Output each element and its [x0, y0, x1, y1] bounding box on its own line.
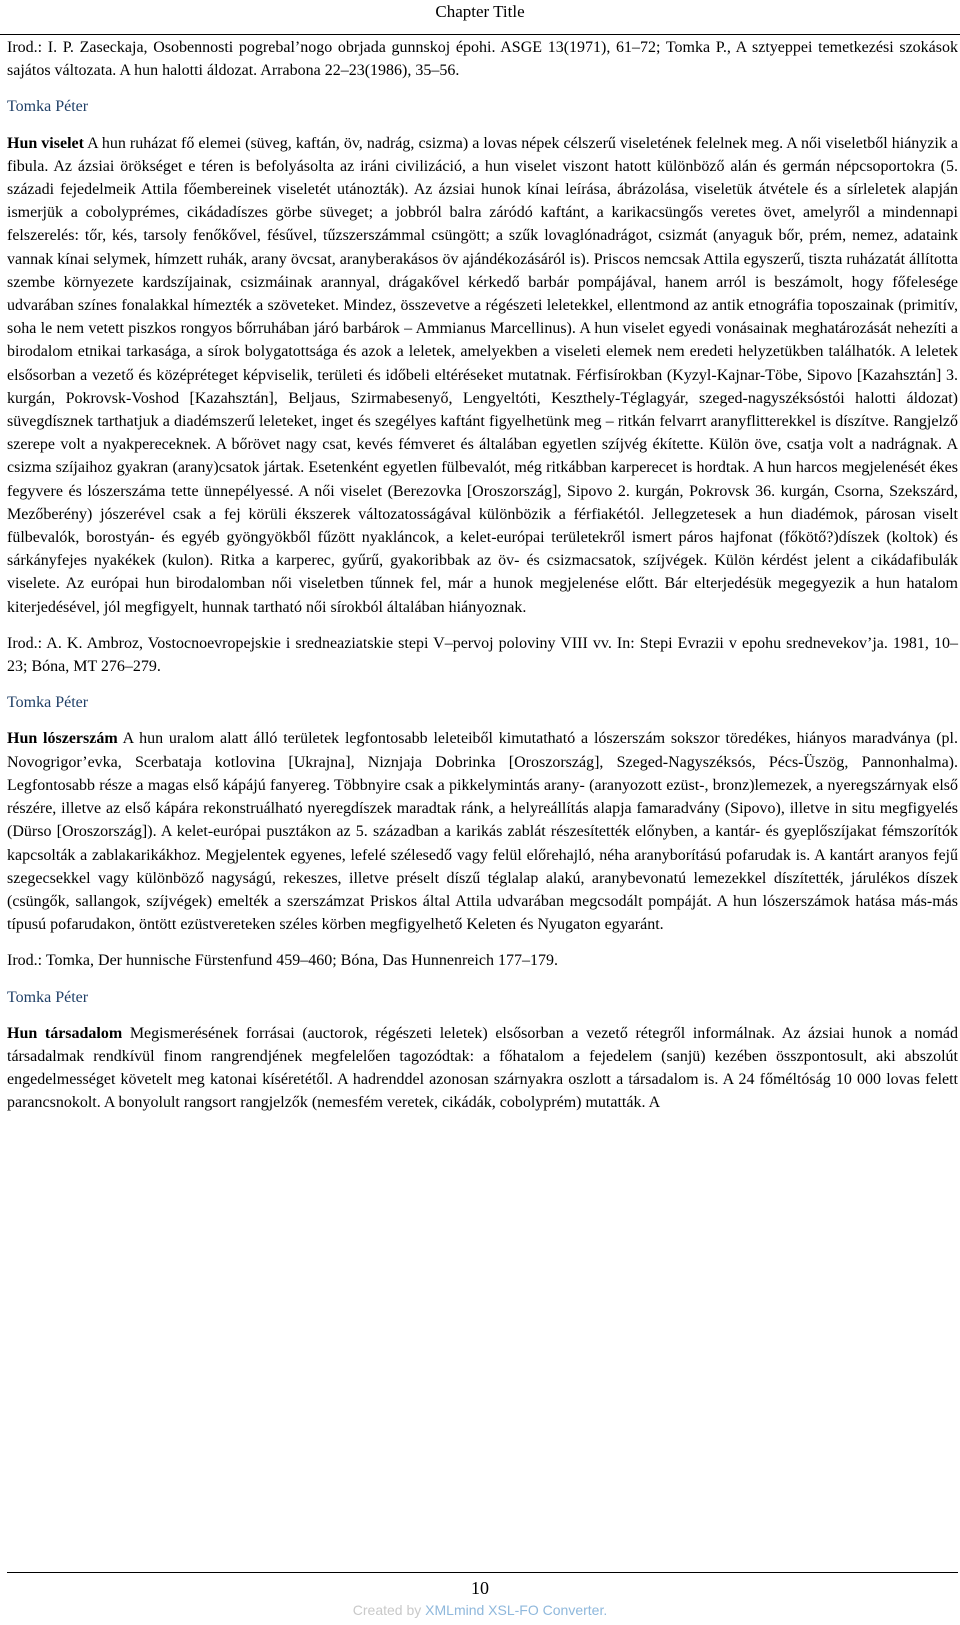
credit-prefix: Created by [352, 1602, 426, 1618]
bibliography-3: Irod.: Tomka, Der hunnische Fürstenfund 459–460; Bóna, Das Hunnenreich 177–179. [7, 952, 558, 970]
page-header [0, 0, 960, 35]
bibliography-1: Irod.: I. P. Zaseckaja, Osobennosti pogrebal’nogo obrjada gunnskoj épohi. ASGE 13(1971), 61–72; Tomka P., A sztyeppei temetkezési szokások sajátos változata. A hun halotti áldozat. Arrabona 22–23(1986), 35–56. [7, 39, 958, 80]
entry-text: A hun ruházat fő elemei (süveg, kaftán, öv, nadrág, csizma) a lovas népek célszerű viseletének felelnek meg. A női viseletből hiányzik a fibula. Az ázsiai örökséget e téren is befolyásolta az iráni civilizáció, a hun viselet viszont hatott különböző alán és germán népcsoportokra (5. századi fejedelmeik Attila főembereinek viseletét utánozták). Az ázsiai hunok kínai leírása, ábrázolása, viseletük átvétele és a sírleletek alapján ismerjük a cobolyprémes, cikádadíszes görbe süveget; a jobbról balra záródó kaftánt, a karikacsüngős veretes övet, amelyről a mindennapi felszerelés: tőr, kés, tarsoly fenőkővel, fésűvel, tűzszerszámmal csüngött; a szűk lovaglónadrágot, csizmát (anyaguk bőr, prém, nemez, adataink vannak kínai selymek, hímzett ruhák, arany övcsat, aranyberakásos öv ajándékozásáról is). Priscos nemcsak Attila egyszerű, tiszta ruházatát állította szembe környezete kardszíjainak, csizmáinak arannyal, drágakővel kérkedő barbár pompájával, hanem arról is beszámolt, hogy főfelesége udvarában színes fonalakkal hímezték a szöveteket. Mindez, összevetve a régészeti leletekkel, ellentmond az antik etnográfia toposzainak (primitív, soha le nem vetett piszkos rongyos bőrruhában járó barbárok – Ammianus Marcellinus). A hun viselet egyedi vonásainak meghatározását nehezíti a birodalom etnikai tarkasága, a sírok bolygatottsága és azok a leletek, amelyekben a viseleti elemek nem eredeti helyzetükben találhatók. A leletek elsősorban a vezető és középréteget képviselik, területi és időbeli eltéréseket mutatnak. Férfisírokban (Kyzyl-Kajnar-Töbe, Sipovo [Kazahsztán] 3. kurgán, Pokrovsk-Voshod [Kazahsztán], Beljaus, Szirmabesenyő, Lengyeltóti, Keszthely-Téglagyár, szeged-nagyszéksóstói halotti áldozat) süvegdísznek tarthatjuk a diadémszerű leleteket, inget és szegélyes kaftánt figyelhetünk meg – ritkán felvarrt aranyflitterekkel is díszítve. Rangjelző szerepe volt a nyakpereceknek. A bőrövet nagy csat, kevés fémveret és általában egyetlen szíjvég ékítette. Külön öve, csatja volt a nadrágnak. A csizma szíjaihoz gyakran (arany)csatok jártak. Esetenként egyetlen fülbevalót, még ritkábban karperecet is hordtak. A hun harcos megjelenését ékes fegyvere és lószerszáma tette ünnepélyessé. A női viselet (Berezovka [Oroszország], Sipovo 2. kurgán, Pokrovsk 36. kurgán, Csorna, Szekszárd, Mezőberény) jószerével csak a fej körüli ékszerek változatosságával különbözik a férfiakétól. Jellegzetesek a hun diadémok, párosan viselt fülbevalók, borostyán- és egyéb gyöngyökből fűzött nyakláncok, a kelet-európai területekről ismert páros hajfonat (főkötő?)díszek (koltok) és sárkányfejes nyakékek (kulon). Ritka a karperec, gyűrű, gyakoribbak az öv- és csizmacsatok, szíjvégek. Külön kérdést jelent a cikádafibulák viselete. Az európai hun birodalomban női viseletben tűnnek fel, már a hunok megjelenése előtt. Bár elterjedésük megegyezik a hun hatalom kiterjedésével, jól megfigyelt, hunnak tartható női sírokból általában hiányoznak. [7, 134, 959, 616]
bibliography-2: Irod.: A. K. Ambroz, Vostocnoevropejskie i sredneaziatskie stepi V–pervoj poloviny VIII vv. In: Stepi Evrazii v epohu srednevekov’ja. 1981, 10–23; Bóna, MT 276–279. [7, 634, 958, 676]
author-3: Tomka Péter [7, 988, 89, 1006]
page-content [7, 36, 958, 1115]
entry-hun-viselet [7, 132, 958, 619]
credit-brand-link[interactable]: XMLmind XSL-FO Converter. [425, 1602, 608, 1618]
chapter-title: Chapter Title [435, 2, 525, 21]
entry-hun-loszerszam [7, 727, 958, 936]
page-number: 10 [471, 1578, 489, 1598]
entry-hun-tarsadalom [7, 1022, 958, 1115]
entry-term: Hun viselet [7, 134, 84, 152]
entry-term: Hun társadalom [7, 1024, 123, 1042]
entry-term: Hun lószerszám [7, 730, 118, 748]
entry-text: A hun uralom alatt álló területek legfontosabb leleteiből kimutatható a lószerszám sokszor töredékes, hiányos maradványa (pl. Novogrigor’evka, Scerbataja kotlovina [Ukrajna], Niznjaja Dobrinka [Oroszország], Szeged-Nagyszéksós, Pécs-Üszög, Pannonhalma). Legfontosabb része a magas első kápájú fanyereg. Többnyire csak a pikkelymintás arany- (aranyozott ezüst-, bronz)lemezek, a nyeregszárnyak első részére, illetve az első kápára rekonstruálható nyeregdíszek maradtak ránk, a helyreállítás alapja famaradvány (Sipovo), illetve in situ megfigyelés (Dürso [Oroszország]). A kelet-európai pusztákon az 5. században a karikás zablát részesítették előnyben, a kantár- és gyeplőszíjakat fémszorítók kapcsolták a zablakarikákhoz. Megjelentek egyenes, lefelé szélesedő vagy felül előrehajló, néha aranyborítású pofarudak is. A kantárt aranyos fejű szegecsekkel vagy különböző nagyságú, rekeszes, illetve préselt díszű téglalap alakú, aranybevonatú lemezekkel díszítették, járulékos díszek (csüngők, sallangok, szíjvégek) emelték a szerszámzat Priskos által Attila udvarában megcsodált pompáját. A hun lószerszámok hatása más-más típusú pofarudakon, öntött ezüstvereteken széles körben megfigyelhető Keleten és Nyugaton egyaránt. [7, 730, 958, 934]
author-1: Tomka Péter [7, 98, 89, 116]
converter-credit [0, 1600, 960, 1620]
author-2: Tomka Péter [7, 694, 89, 712]
entry-text: Megismerésének forrásai (auctorok, régészeti leletek) elsősorban a vezető rétegről informálnak. Az ázsiai hunok a nomád társadalmak rendkívül finom rangrendjének megfelelően tagozódtak: a főhatalom a fejedelem (sanjü) kezében összpontosult, aki abszolút engedelmességet követelt meg katonai kíséretétől. A hadrenddel azonosan szárnyakra oszlott a társadalom is. A 24 főméltóság 10 000 lovas felett parancsnokolt. A bonyolult rangsort rangjelzők (nemesfém veretek, cikádák, cobolyprém) mutatták. A [7, 1024, 958, 1112]
footer-divider [7, 1572, 958, 1573]
